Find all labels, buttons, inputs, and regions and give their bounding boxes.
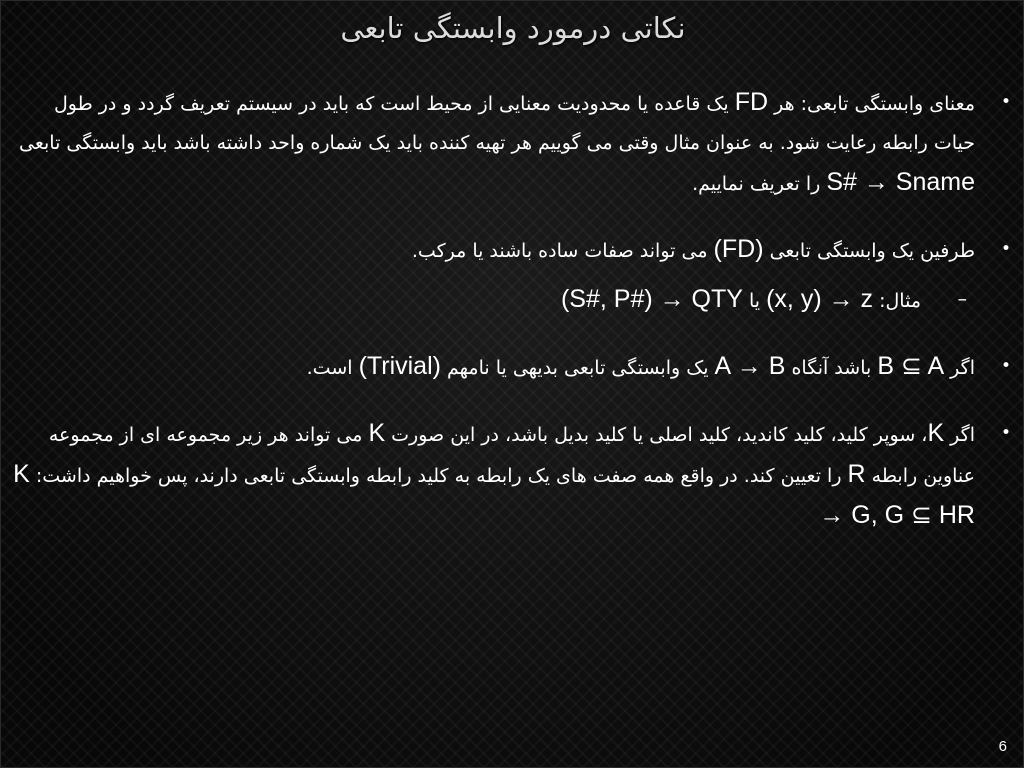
bullet-text: طرفین یک وابستگی تابعی xyxy=(763,240,975,262)
slide-title: نکاتی درمورد وابستگی تابعی xyxy=(340,11,686,45)
bullet-fd-meaning xyxy=(11,83,1015,204)
bullet-icon: • xyxy=(1000,356,1011,376)
math-dependency: S# → Sname xyxy=(826,168,975,196)
math-example-1: (x, y) → z xyxy=(766,285,874,313)
math-subset: B ⊆ A xyxy=(877,352,945,380)
bullet-text: را تعریف نماییم. xyxy=(692,173,827,195)
bullet-text: می تواند هر زیر مجموعه ای از مجموعه عناوین رابطه xyxy=(48,424,975,487)
bullet-text: باشد آنگاه xyxy=(785,357,878,379)
slide-content xyxy=(11,83,1015,563)
example-text: مثال: xyxy=(873,290,921,312)
term-trivial: (Trivial) xyxy=(358,352,441,380)
math-k: K xyxy=(927,419,945,447)
bullet-text: اگر xyxy=(944,357,975,379)
example-text: یا xyxy=(742,290,767,312)
example-subitem xyxy=(11,281,1015,319)
math-dependency: A → B xyxy=(714,352,786,380)
math-k: K xyxy=(368,419,386,447)
bullet-icon: • xyxy=(1000,92,1011,112)
bullet-icon: • xyxy=(1000,423,1011,443)
bullet-text: معنای وابستگی تابعی: هر xyxy=(768,93,975,115)
bullet-fd-sides xyxy=(11,230,1015,271)
math-key-dependency: K → G, G ⊆ HR xyxy=(13,460,975,529)
page-number: 6 xyxy=(998,738,1007,755)
bullet-text: اگر xyxy=(944,424,975,446)
bullet-text: را تعیین کند. در واقع همه صفت های یک رابطه به کلید رابطه وابستگی تابعی دارند، پس خواهیم داشت: xyxy=(29,465,848,487)
dash-icon: – xyxy=(957,288,967,310)
math-example-2: (S#, P#) → QTY xyxy=(560,285,743,313)
bullet-icon: • xyxy=(1000,239,1011,259)
math-r: R xyxy=(847,460,866,488)
bullet-text: یک قاعده یا محدودیت معنایی از محیط است که باید در سیستم تعریف گردد و در طول حیات رابطه رعایت شود. به عنوان مثال وقتی می گوییم هر تهیه کننده باید یک شماره واحد داشته باشد باید وابستگی تابعی xyxy=(19,93,975,154)
bullet-text: ، سوپر کلید، کلید کاندید، کلید اصلی یا کلید بدیل باشد، در این صورت xyxy=(385,424,928,446)
bullet-text: می تواند صفات ساده باشند یا مرکب. xyxy=(411,240,714,262)
bullet-text: است. xyxy=(306,357,359,379)
bullet-key xyxy=(11,414,1015,537)
math-fd: FD xyxy=(734,88,769,116)
math-fd: (FD) xyxy=(713,235,764,263)
bullet-text: یک وابستگی تابعی بدیهی یا نامهم xyxy=(440,357,715,379)
bullet-trivial xyxy=(11,347,1015,388)
